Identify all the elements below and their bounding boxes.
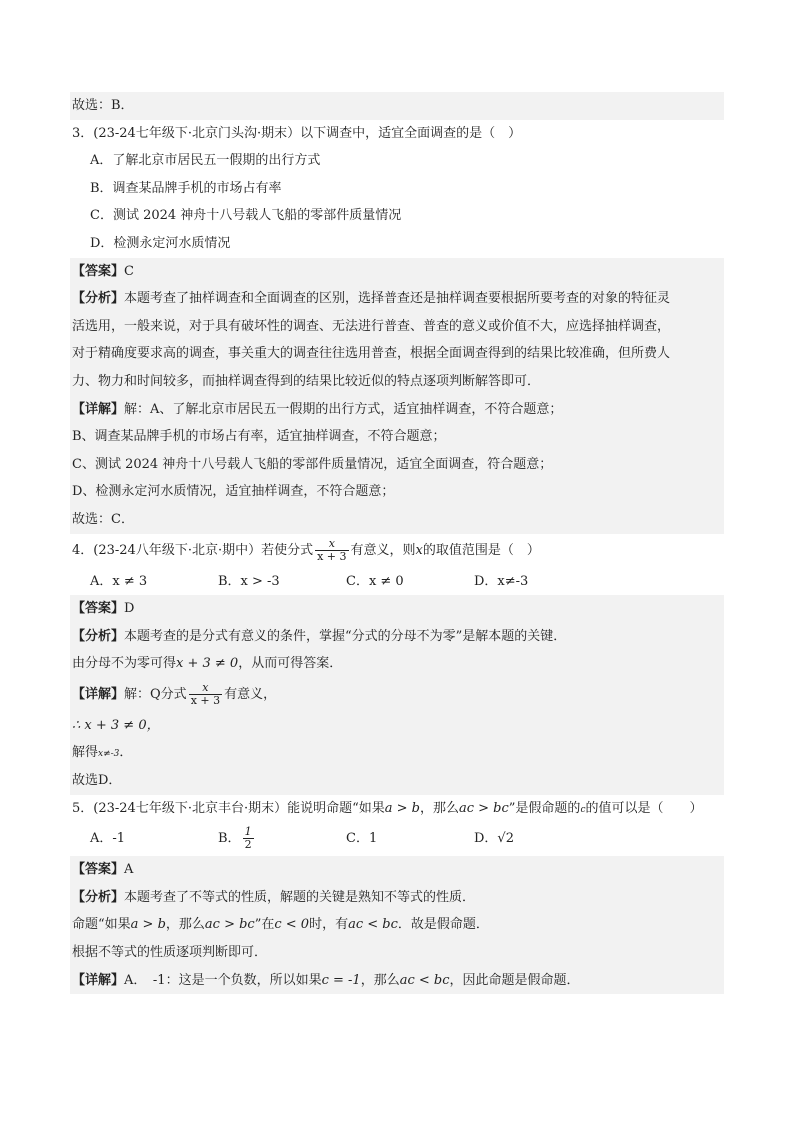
text-line: [70, 712, 724, 740]
text: 3．(23-24七年级下·北京门头沟·期末）以下调查中，适宜全面调查的是（ ）: [72, 125, 522, 141]
text: 解得: [72, 745, 99, 761]
numerator: x: [315, 538, 348, 551]
q3-analysis: [70, 285, 724, 313]
denominator: 2: [244, 838, 252, 852]
q4-analysis: [70, 623, 724, 651]
text: B．调查某品牌手机的市场占有率: [90, 180, 282, 196]
text: 对于精确度要求高的调查，事关重大的调查往往选用普查，根据全面调查得到的结果比较准确，但所费人: [72, 346, 671, 362]
option-label: B．: [218, 831, 241, 847]
text-line: [70, 911, 724, 939]
q4-options: [70, 568, 724, 596]
q4-detail: [70, 678, 724, 712]
text-line: [70, 451, 724, 479]
q4-option-d: D．x≠-3: [474, 573, 529, 589]
question-3-stem: [70, 120, 724, 148]
math: c < 0: [274, 917, 310, 933]
text: 故选：B．: [72, 98, 134, 113]
answer-label: 【答案】: [72, 601, 125, 617]
analysis-label: 【分析】: [72, 628, 125, 644]
numerator: 1: [244, 825, 252, 839]
question-4-stem: [70, 534, 724, 568]
q3-option-d: [70, 230, 724, 258]
text: 本题考查了抽样调查和全面调查的区别，选择普查还是抽样调查要根据所要考查的对象的特征灵: [124, 291, 671, 307]
text: 根据不等式的性质逐项判断即可．: [72, 945, 268, 961]
text-line: [70, 478, 724, 506]
text: 本题考查了不等式的性质，解题的关键是熟知不等式的性质．: [124, 889, 476, 905]
answer-value: C: [124, 263, 134, 279]
text: 有意义，则: [350, 542, 416, 558]
q4-option-a: A．x ≠ 3: [90, 573, 148, 589]
denominator: x + 3: [190, 693, 221, 707]
text: 命题“如果: [72, 917, 131, 933]
q5-option-b: [218, 822, 346, 856]
detail-label: 【详解】: [72, 972, 125, 988]
text: A． -1：这是一个负数，所以如果: [124, 972, 322, 988]
q3-option-a: [70, 147, 724, 175]
q5-option-c: C．1: [346, 831, 378, 847]
text: ，因此命题是假命题．: [449, 972, 580, 988]
text-line: [70, 739, 724, 767]
fraction: [315, 538, 348, 563]
math: ac < bc: [399, 972, 450, 988]
q5-detail: [70, 967, 724, 995]
text: A．了解北京市居民五一假期的出行方式: [90, 153, 321, 169]
math: ∴ x + 3 ≠ 0，: [72, 717, 160, 733]
text: 由分母不为零可得: [72, 656, 177, 672]
answer-label: 【答案】: [72, 862, 125, 878]
text: 解：A、了解北京市居民五一假期的出行方式，适宜抽样调查，不符合题意；: [124, 401, 563, 417]
detail-label: 【详解】: [72, 401, 125, 417]
text: C．测试 2024 神舟十八号载人飞船的零部件质量情况: [90, 208, 402, 224]
fraction: [243, 826, 254, 851]
math: a > b: [130, 917, 166, 933]
math: c: [580, 804, 586, 815]
denominator: x + 3: [317, 549, 347, 563]
math: ac > bc: [458, 800, 509, 816]
text: 力、物力和时间较多，而抽样调查得到的结果比较近似的特点逐项判断解答即可．: [72, 373, 541, 389]
text-line: [70, 767, 724, 795]
text: B、调查某品牌手机的市场占有率，适宜抽样调查，不符合题意；: [72, 429, 446, 445]
text-line: [70, 650, 724, 678]
text: ，那么: [360, 972, 400, 988]
text: 活选用，一般来说，对于具有破坏性的调查、无法进行普查、普查的意义或价值不大，应选择抽样调查，: [72, 318, 671, 334]
text: 时，有: [309, 917, 349, 933]
q5-analysis: [70, 884, 724, 912]
q3-detail: [70, 396, 724, 424]
q4-option-b: B．x > -3: [218, 573, 280, 589]
text: ，从而可得答案．: [238, 656, 343, 672]
q3-option-b: [70, 175, 724, 203]
text: D．检测永定河水质情况: [90, 235, 231, 251]
text: 本题考查的是分式有意义的条件，掌握“分式的分母不为零”是解本题的关键．: [124, 628, 567, 644]
text: 的值可以是（ ）: [585, 800, 703, 816]
text: 有意义，: [224, 686, 277, 702]
text: ，那么: [419, 800, 459, 816]
analysis-label: 【分析】: [72, 889, 125, 905]
text: 故选D．: [72, 773, 122, 789]
math: x≠-3: [98, 749, 120, 760]
fraction: [189, 682, 222, 707]
text: 4．(23-24八年级下·北京·期中）若使分式: [72, 542, 314, 558]
text-line: [70, 368, 724, 396]
document-page: [70, 92, 724, 994]
q3-option-c: [70, 202, 724, 230]
numerator: x: [189, 682, 222, 695]
answer-label: 【答案】: [72, 263, 125, 279]
text-line: [70, 313, 724, 341]
text-line: [70, 423, 724, 451]
text: 解：Q分式: [124, 686, 187, 702]
text: 的取值范围是（ ）: [422, 542, 540, 558]
text: D、检测永定河水质情况，适宜抽样调查，不符合题意；: [72, 484, 395, 500]
text: ．: [119, 745, 133, 761]
math: x + 3 ≠ 0: [176, 656, 239, 672]
math: a > b: [384, 800, 420, 816]
q5-option-a: A．-1: [90, 831, 126, 847]
text: ”是假命题的: [508, 800, 581, 816]
text-line: [70, 340, 724, 368]
text-line: [70, 92, 724, 120]
q5-answer: [70, 856, 724, 884]
analysis-label: 【分析】: [72, 291, 125, 307]
text: C、测试 2024 神舟十八号载人飞船的零部件质量情况，适宜全面调查，符合题意；: [72, 456, 553, 472]
math: c = -1: [321, 972, 361, 988]
text: 故选：C．: [72, 511, 134, 527]
text: ”在: [254, 917, 275, 933]
q5-option-d: D．√2: [474, 831, 514, 847]
q5-options: [70, 822, 724, 856]
text-line: [70, 506, 724, 534]
detail-label: 【详解】: [72, 686, 125, 702]
math: ac > bc: [204, 917, 255, 933]
q4-answer: [70, 595, 724, 623]
math: ac < bc: [348, 917, 398, 933]
text: ．故是假命题．: [397, 917, 489, 933]
answer-value: A: [124, 862, 134, 878]
text: 5．(23-24七年级下·北京丰台·期末）能说明命题“如果: [72, 800, 385, 816]
q3-answer: [70, 258, 724, 286]
text: ，那么: [165, 917, 205, 933]
q4-option-c: C．x ≠ 0: [346, 573, 404, 589]
text-line: [70, 939, 724, 967]
question-5-stem: [70, 795, 724, 823]
answer-value: D: [124, 601, 135, 617]
math: x: [415, 542, 423, 558]
